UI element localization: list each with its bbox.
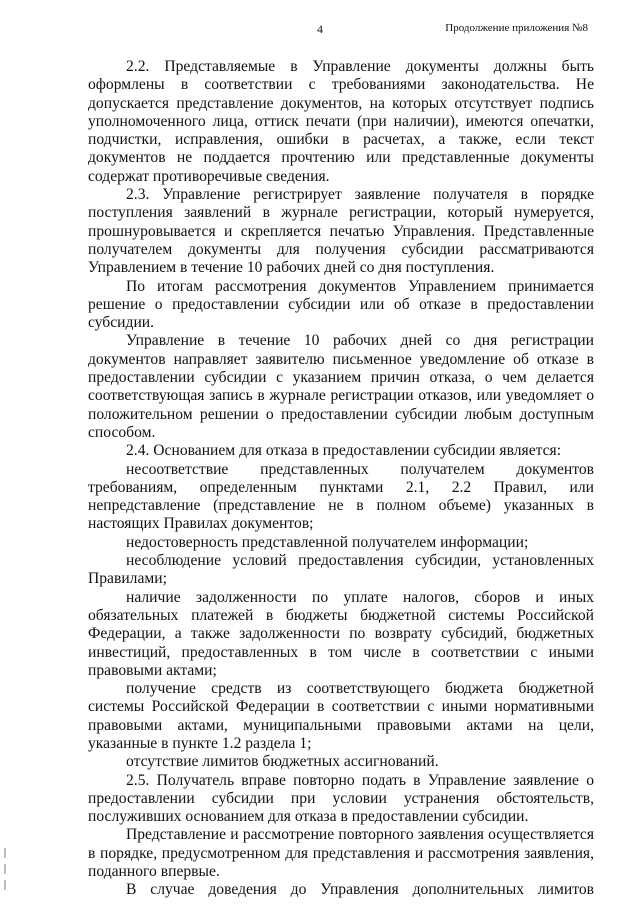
refusal-reason-debt: наличие задолженности по уплате налогов, сборов и иных обязательных платежей в бюджеты бюджетной системы Российской Федерации, а также задолженности по возврату субсидий, бюджетных инвестиций, предоставленных в том числе в соответствии с иными правовыми актами;: [88, 588, 594, 679]
paragraph-2-2: 2.2. Представляемые в Управление документы должны быть оформлены в соответствии с требованиями законодательства. Не допускается представление документов, на которых отсутствует подпись уполномоченного лица, оттиск печати (при наличии), имеются опечатки, подчистки, исправления, ошибки в расчетах, а также, если текст документов не поддается прочтению или представленные документы содержат противоречивые сведения.: [88, 58, 594, 185]
paragraph-2-5: 2.5. Получатель вправе повторно подать в Управление заявление о предоставлении субсидии при условии устранения обстоятельств, послуживших основанием для отказа в предоставлении субсидии.: [88, 771, 594, 826]
refusal-reason-other-funds: получение средств из соответствующего бюджета бюджетной системы Российской Федерации в соответствии с иными нормативными правовыми актами, муниципальными правовыми актами на цели, указанные в пункте 1.2 раздела 1;: [88, 680, 594, 752]
refusal-reason-noncompliance: несоответствие представленных получателем документов требованиям, определенным пунктами 2.1, 2.2 Правил, или непредставление (представление не в полном объеме) указанных в настоящих Правилах документов;: [88, 460, 594, 533]
paragraph-repeat-application: Представление и рассмотрение повторного заявления осуществляется в порядке, предусмотренном для представления и рассмотрения заявления, поданного впервые.: [88, 826, 594, 881]
paragraph-decision: По итогам рассмотрения документов Управлением принимается решение о предоставлении субсидии или об отказе в предоставлении субсидии.: [88, 277, 594, 332]
scan-mark: [4, 880, 6, 890]
paragraph-notification: Управление в течение 10 рабочих дней со дня регистрации документов направляет заявителю письменное уведомление об отказе в предоставлении субсидии с указанием причин отказа, о чем делается соответствующая запись в журнале регистрации отказов, или уведомляет о положительном решении о предоставлении субсидии любым доступным способом.: [88, 332, 594, 441]
page-number: 4: [317, 22, 323, 36]
appendix-label: Продолжение приложения №8: [445, 22, 588, 34]
scan-mark: [4, 864, 6, 874]
scan-mark: [4, 848, 6, 858]
paragraph-additional-limits: В случае доведения до Управления дополнительных лимитов: [126, 881, 594, 899]
body-text: [88, 58, 594, 900]
refusal-reason-no-limits: отсутствие лимитов бюджетных ассигнований.: [126, 753, 439, 771]
paragraph-2-4: 2.4. Основанием для отказа в предоставлении субсидии является:: [126, 442, 562, 460]
refusal-reason-unreliable-info: недостоверность представленной получателем информации;: [126, 533, 529, 551]
paragraph-2-3: 2.3. Управление регистрирует заявление получателя в порядке поступления заявлений в журнале регистрации, который нумеруется, прошнуровывается и скрепляется печатью Управления. Представленные получателем документы для получения субсидии рассматриваются Управлением в течение 10 рабочих дней со дня поступления.: [88, 186, 594, 277]
refusal-reason-conditions: несоблюдение условий предоставления субсидии, установленных Правилами;: [88, 552, 594, 588]
